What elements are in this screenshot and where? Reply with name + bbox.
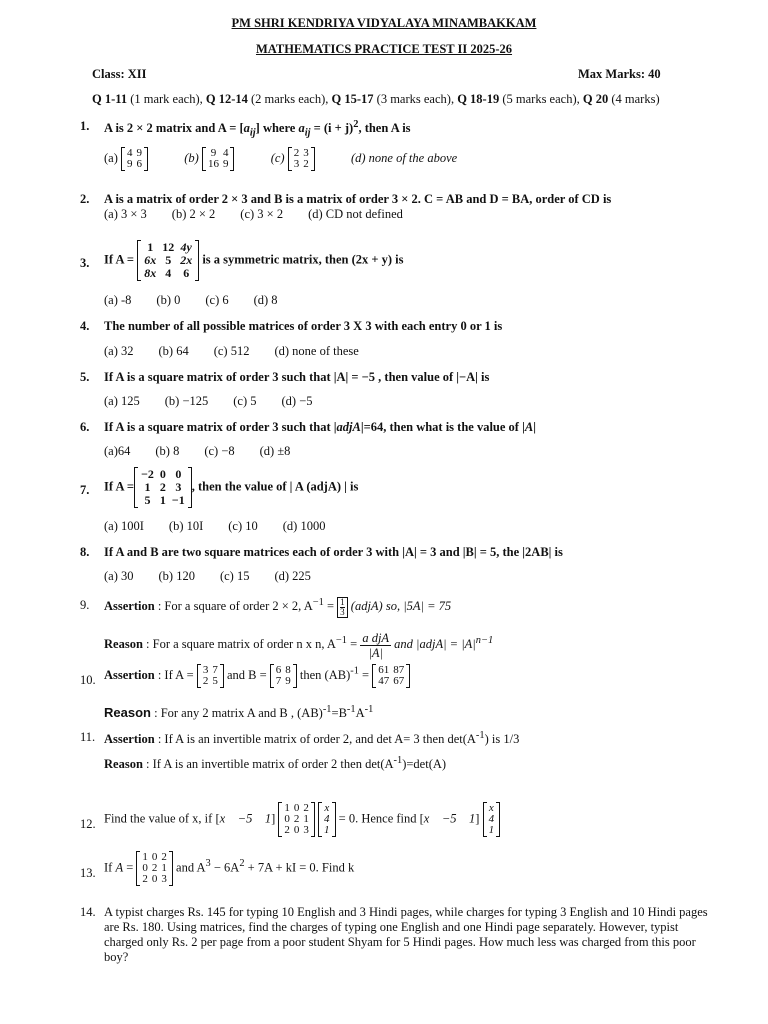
q9-r-fraction bbox=[360, 631, 391, 660]
matrix-cell: 4 bbox=[165, 266, 172, 280]
q11-assertion bbox=[104, 730, 519, 747]
matrix-cell: 0 bbox=[151, 851, 158, 863]
matrix-cell: 4 bbox=[127, 147, 133, 159]
matrix-cell: 2x bbox=[180, 253, 193, 267]
q13-text-a: If bbox=[104, 860, 116, 875]
q10-r-mid: =B bbox=[331, 706, 347, 721]
q10-r-sup: -1 bbox=[322, 704, 332, 715]
q7-options: (a) 100I (b) 10I (c) 10 (d) 1000 bbox=[104, 519, 326, 533]
matrix-cell: 5 bbox=[212, 675, 218, 687]
q12-column-2 bbox=[483, 803, 501, 836]
matrix-cell: 3 bbox=[202, 664, 209, 676]
matrix-cell: 2 bbox=[159, 480, 166, 494]
q12-text-a: Find the value of x, if [ bbox=[104, 811, 220, 826]
q1-matrix-a bbox=[121, 148, 148, 170]
q5-number: 5. bbox=[80, 370, 90, 384]
matrix-cell: 0 bbox=[293, 802, 300, 814]
q9-reason bbox=[104, 626, 493, 660]
q13-text-d: + 7A + kI = 0. Find k bbox=[244, 860, 355, 875]
q11-a-sup: -1 bbox=[475, 730, 485, 741]
q14-number: 14. bbox=[80, 905, 96, 919]
matrix-cell: x bbox=[488, 802, 494, 814]
q10-reason-label: Reason bbox=[104, 705, 151, 721]
q3-matrix bbox=[137, 241, 199, 280]
matrix-cell: 8 bbox=[285, 664, 291, 676]
matrix-row bbox=[376, 676, 406, 687]
q2-options: (a) 3 × 3 (b) 2 × 2 (c) 3 × 2 (d) CD not defined bbox=[104, 207, 403, 221]
q10-r-sup3: -1 bbox=[364, 704, 374, 715]
q3-number: 3. bbox=[80, 256, 90, 270]
q1-aij-2: a bbox=[298, 121, 305, 136]
matrix-cell: 6 bbox=[183, 266, 190, 280]
scheme-q1-marks: (1 mark each), bbox=[127, 92, 206, 106]
q6-text bbox=[104, 420, 536, 435]
matrix-row bbox=[138, 494, 188, 507]
q8-number: 8. bbox=[80, 545, 90, 559]
matrix-cell: 3 bbox=[161, 873, 167, 885]
matrix-cell: 2 bbox=[161, 851, 167, 863]
q10-number: 10. bbox=[80, 673, 96, 687]
q12-row: x −5 1 bbox=[219, 811, 272, 826]
q11-r-text: : If A is an invertible matrix of order 2 then det(A bbox=[142, 757, 394, 772]
matrix-cell: 61 bbox=[378, 664, 390, 676]
q1-matrix-b bbox=[202, 148, 235, 170]
matrix-cell: 0 bbox=[175, 467, 182, 481]
q12-text-b: = 0. Hence find [ bbox=[338, 811, 424, 826]
scheme-q3: Q 15-17 bbox=[331, 92, 374, 106]
q11-number: 11. bbox=[80, 730, 96, 744]
q1-power: 2 bbox=[353, 119, 359, 130]
q9-a-frac-num: 1 bbox=[340, 596, 345, 607]
q10-r-sup2: -1 bbox=[346, 704, 356, 715]
matrix-cell: 5 bbox=[165, 253, 172, 267]
q4-options: (a) 32 (b) 64 (c) 512 (d) none of these bbox=[104, 344, 359, 358]
matrix-row bbox=[274, 676, 293, 687]
matrix-cell: 1 bbox=[161, 862, 167, 874]
matrix-cell: 67 bbox=[393, 675, 405, 687]
q10-r-text bbox=[151, 706, 373, 720]
q10-sup: -1 bbox=[350, 665, 359, 677]
q4-number: 4. bbox=[80, 319, 90, 333]
matrix-cell: 9 bbox=[136, 147, 142, 159]
matrix-cell: 0 bbox=[293, 824, 300, 836]
matrix-cell: 1 bbox=[147, 240, 154, 254]
q1-options bbox=[104, 148, 457, 170]
q7-matrix bbox=[134, 468, 192, 507]
q1-aij-sub: ij bbox=[249, 127, 256, 139]
q1-opt-b-label: (b) bbox=[184, 150, 199, 165]
matrix-cell: 2 bbox=[293, 147, 300, 159]
q13-A: A bbox=[115, 860, 124, 875]
matrix-cell: 9 bbox=[222, 158, 229, 170]
q13-sup2: 2 bbox=[239, 858, 245, 870]
q9-a-eq: = bbox=[323, 599, 338, 614]
q11-r-end: )=det(A) bbox=[402, 757, 447, 772]
q6-A: A bbox=[524, 420, 534, 434]
scheme-q4-marks: (5 marks each), bbox=[499, 92, 583, 106]
q13-sup3: 3 bbox=[205, 858, 211, 870]
matrix-cell: 0 bbox=[284, 813, 290, 825]
q6-adj: adjA bbox=[336, 420, 361, 434]
matrix-cell: 0 bbox=[142, 862, 148, 874]
q12-text: Find the value of x, if [x −5 1] 1 0 2 0 2 1 2 0 3 x 4 1 = 0. Hence find [x −5 1] x 4 1 bbox=[104, 803, 500, 836]
matrix-cell: 1 bbox=[324, 824, 330, 836]
q6-number: 6. bbox=[80, 420, 90, 434]
scheme-q1: Q 1-11 bbox=[92, 92, 128, 106]
q11-reason bbox=[104, 755, 446, 772]
q13-number: 13. bbox=[80, 866, 96, 880]
matrix-row bbox=[201, 676, 220, 687]
matrix-cell: −2 bbox=[141, 467, 154, 481]
matrix-cell: 3 bbox=[293, 158, 300, 170]
q9-r-text: : For a square matrix of order n x n, A bbox=[142, 637, 336, 652]
matrix-cell: 1 bbox=[488, 824, 495, 836]
scheme-q5: Q 20 bbox=[582, 92, 609, 106]
matrix-cell: 87 bbox=[393, 664, 405, 676]
q3-text-a: If A = bbox=[104, 252, 135, 267]
matrix-cell: 2 bbox=[202, 675, 209, 687]
q13-text-c: − 6A bbox=[210, 860, 240, 875]
matrix-cell: 4 bbox=[324, 813, 330, 825]
q9-r-sup: −1 bbox=[335, 635, 347, 646]
matrix-row bbox=[125, 159, 144, 170]
q13-text-b: and A bbox=[176, 860, 206, 875]
q10-matrix-a bbox=[197, 665, 224, 687]
q11-a-text: : If A is an invertible matrix of order 2, and det A= 3 then det(A bbox=[154, 732, 476, 747]
q6-text-b: |=64, then what is the value of | bbox=[360, 420, 525, 434]
q2-text: A is a matrix of order 2 × 3 and B is a matrix of order 3 × 2. C = AB and D = BA, order of CD is bbox=[104, 192, 612, 206]
q1-text-a: A is 2 × 2 matrix and A = [ bbox=[104, 121, 244, 136]
q12-column bbox=[318, 803, 336, 836]
matrix-cell: 16 bbox=[207, 158, 219, 170]
q1-text-c: = (i + j) bbox=[310, 121, 354, 136]
q9-r-sup2: n−1 bbox=[475, 635, 494, 646]
q7-number: 7. bbox=[80, 483, 90, 497]
q1-aij-sub-2: ij bbox=[304, 127, 311, 139]
matrix-cell: 3 bbox=[303, 147, 309, 159]
q5-options: (a) 125 (b) −125 (c) 5 (d) −5 bbox=[104, 394, 313, 408]
q7-text-a: If A = bbox=[104, 479, 135, 494]
q9-reason-label: Reason bbox=[104, 637, 143, 652]
q9-r-frac-num: a djA bbox=[362, 630, 390, 645]
matrix-cell: 3 bbox=[175, 480, 182, 494]
q9-r-rest: and |adjA| = |A| bbox=[391, 637, 476, 652]
q4-text: The number of all possible matrices of order 3 X 3 with each entry 0 or 1 is bbox=[104, 319, 503, 333]
q14-text: A typist charges Rs. 145 for typing 10 English and 3 Hindi pages, while charges for typing 3 English and 10 Hindi pages are Rs. 180. Using matrices, find the charges of typing one English and one Hindi page separately. However, typist charged only Rs. 2 per page from a poor student Shyam for 5 Hindi pages. How much less was charged from this poor boy? bbox=[104, 905, 708, 964]
q10-reason bbox=[104, 704, 373, 721]
matrix-cell: 5 bbox=[144, 493, 151, 507]
q9-number: 9. bbox=[80, 598, 90, 612]
q9-a-sup: −1 bbox=[312, 597, 324, 608]
matrix-cell: 4 bbox=[488, 813, 495, 825]
matrix-cell: 1 bbox=[144, 480, 151, 494]
q13-text bbox=[104, 852, 354, 885]
q11-assertion-label: Assertion bbox=[104, 732, 155, 747]
q11-a-end: ) is 1/3 bbox=[484, 732, 520, 747]
matrix-cell: 1 bbox=[284, 802, 290, 814]
q12-row2: x −5 1 bbox=[423, 811, 476, 826]
q2-number: 2. bbox=[80, 192, 90, 206]
matrix-cell: 9 bbox=[285, 675, 291, 687]
q9-r-eq: = bbox=[347, 637, 361, 652]
q6-options: (a)64 (b) 8 (c) −8 (d) ±8 bbox=[104, 444, 291, 458]
test-title: MATHEMATICS PRACTICE TEST II 2025-26 bbox=[255, 42, 513, 56]
q7-text bbox=[104, 468, 358, 507]
matrix-cell: 0 bbox=[159, 467, 166, 481]
scheme-q5-marks: (4 marks) bbox=[608, 92, 660, 106]
matrix-cell: 9 bbox=[127, 158, 133, 170]
q9-a-rest: (adjA) so, |5A| = 75 bbox=[347, 599, 452, 614]
q12-matrix bbox=[278, 803, 315, 836]
q1-matrix-c bbox=[288, 148, 315, 170]
matrix-cell: 2 bbox=[303, 802, 309, 814]
q1-number: 1. bbox=[80, 119, 90, 133]
q1-opt-d: (d) none of the above bbox=[350, 150, 458, 165]
q1-opt-c-label: (c) bbox=[270, 150, 285, 165]
q12-number: 12. bbox=[80, 817, 96, 831]
q10-a-text: : If A = bbox=[154, 667, 194, 682]
matrix-cell: 6 bbox=[136, 158, 142, 170]
matrix-cell: 4y bbox=[180, 240, 192, 254]
class-label: Class: XII bbox=[92, 67, 147, 81]
matrix-cell: 1 bbox=[303, 813, 309, 825]
matrix-cell: 7 bbox=[212, 664, 218, 676]
matrix-cell: 6x bbox=[144, 253, 157, 267]
matrix-cell: 7 bbox=[275, 675, 282, 687]
q9-a-text: : For a square of order 2 × 2, A bbox=[154, 599, 313, 614]
school-name: PM SHRI KENDRIYA VIDYALAYA MINAMBAKKAM bbox=[231, 16, 537, 30]
matrix-cell: 6 bbox=[275, 664, 282, 676]
q11-reason-label: Reason bbox=[104, 757, 143, 772]
q8-text: If A and B are two square matrices each of order 3 with |A| = 3 and |B| = 5, the |2AB| is bbox=[104, 545, 563, 559]
matrix-row bbox=[292, 159, 311, 170]
matrix-row bbox=[206, 159, 231, 170]
matrix-cell: 2 bbox=[151, 862, 158, 874]
marks-scheme bbox=[92, 92, 660, 107]
matrix-cell: 1 bbox=[159, 493, 166, 507]
q3-text bbox=[104, 241, 404, 280]
scheme-q3-marks: (3 marks each), bbox=[373, 92, 458, 106]
scheme-q2-marks: (2 marks each), bbox=[247, 92, 332, 106]
matrix-cell: 2 bbox=[142, 873, 148, 885]
q13-eq: = bbox=[123, 860, 134, 875]
q10-r-end: A bbox=[355, 706, 365, 721]
q1-aij: a bbox=[243, 121, 250, 136]
q11-r-sup: -1 bbox=[393, 755, 403, 766]
matrix-row bbox=[322, 825, 332, 836]
matrix-cell: 9 bbox=[210, 147, 217, 159]
matrix-cell: −1 bbox=[171, 493, 185, 507]
q10-assertion-label: Assertion bbox=[104, 667, 155, 682]
scheme-q2: Q 12-14 bbox=[205, 92, 248, 106]
q10-matrix-ab-inv bbox=[372, 665, 410, 687]
q9-assertion bbox=[104, 590, 451, 619]
q10-assertion bbox=[104, 665, 410, 687]
matrix-cell: 47 bbox=[378, 675, 390, 687]
matrix-cell: 12 bbox=[162, 240, 175, 254]
q10-matrix-b bbox=[270, 665, 297, 687]
q13-matrix bbox=[136, 852, 173, 885]
q1-opt-a-label: (a) bbox=[104, 150, 118, 165]
matrix-cell: 8x bbox=[144, 266, 157, 280]
q9-a-frac-den: 3 bbox=[340, 606, 345, 617]
q6-text-a: If A is a square matrix of order 3 such that | bbox=[104, 420, 337, 434]
q5-text: If A is a square matrix of order 3 such that |A| = −5 , then value of |−A| is bbox=[104, 370, 490, 384]
q8-options: (a) 30 (b) 120 (c) 15 (d) 225 bbox=[104, 569, 311, 583]
max-marks: Max Marks: 40 bbox=[578, 67, 661, 81]
matrix-cell: 2 bbox=[293, 813, 300, 825]
matrix-cell: 2 bbox=[303, 158, 309, 170]
matrix-cell: x bbox=[324, 802, 330, 814]
matrix-row bbox=[282, 825, 311, 836]
q10-then: then (AB) bbox=[299, 667, 351, 682]
matrix-cell: 0 bbox=[151, 873, 158, 885]
matrix-cell: 1 bbox=[142, 851, 148, 863]
matrix-row bbox=[140, 874, 169, 885]
scheme-q4: Q 18-19 bbox=[457, 92, 500, 106]
q1-text bbox=[104, 119, 411, 139]
q3-options: (a) -8 (b) 0 (c) 6 (d) 8 bbox=[104, 293, 278, 307]
q10-eq: = bbox=[358, 667, 370, 682]
q9-a-fraction bbox=[337, 597, 348, 618]
matrix-cell: 4 bbox=[222, 147, 229, 159]
matrix-row bbox=[487, 825, 497, 836]
matrix-row bbox=[141, 267, 195, 280]
q1-text-b: ] where bbox=[255, 121, 299, 136]
q6-text-c: | bbox=[533, 420, 536, 434]
q1-text-d: , then A is bbox=[358, 121, 411, 136]
q9-r-frac-den: |A| bbox=[368, 645, 383, 660]
q9-assertion-label: Assertion bbox=[104, 599, 155, 614]
q3-text-b: is a symmetric matrix, then (2x + y) is bbox=[202, 252, 404, 267]
q10-and: and B = bbox=[226, 667, 267, 682]
matrix-cell: 3 bbox=[303, 824, 309, 836]
q10-r-text-a: : For any 2 matrix A and B , (AB) bbox=[150, 706, 323, 721]
matrix-cell: 2 bbox=[284, 824, 290, 836]
q7-text-b: , then the value of | A (adjA) | is bbox=[191, 479, 359, 494]
